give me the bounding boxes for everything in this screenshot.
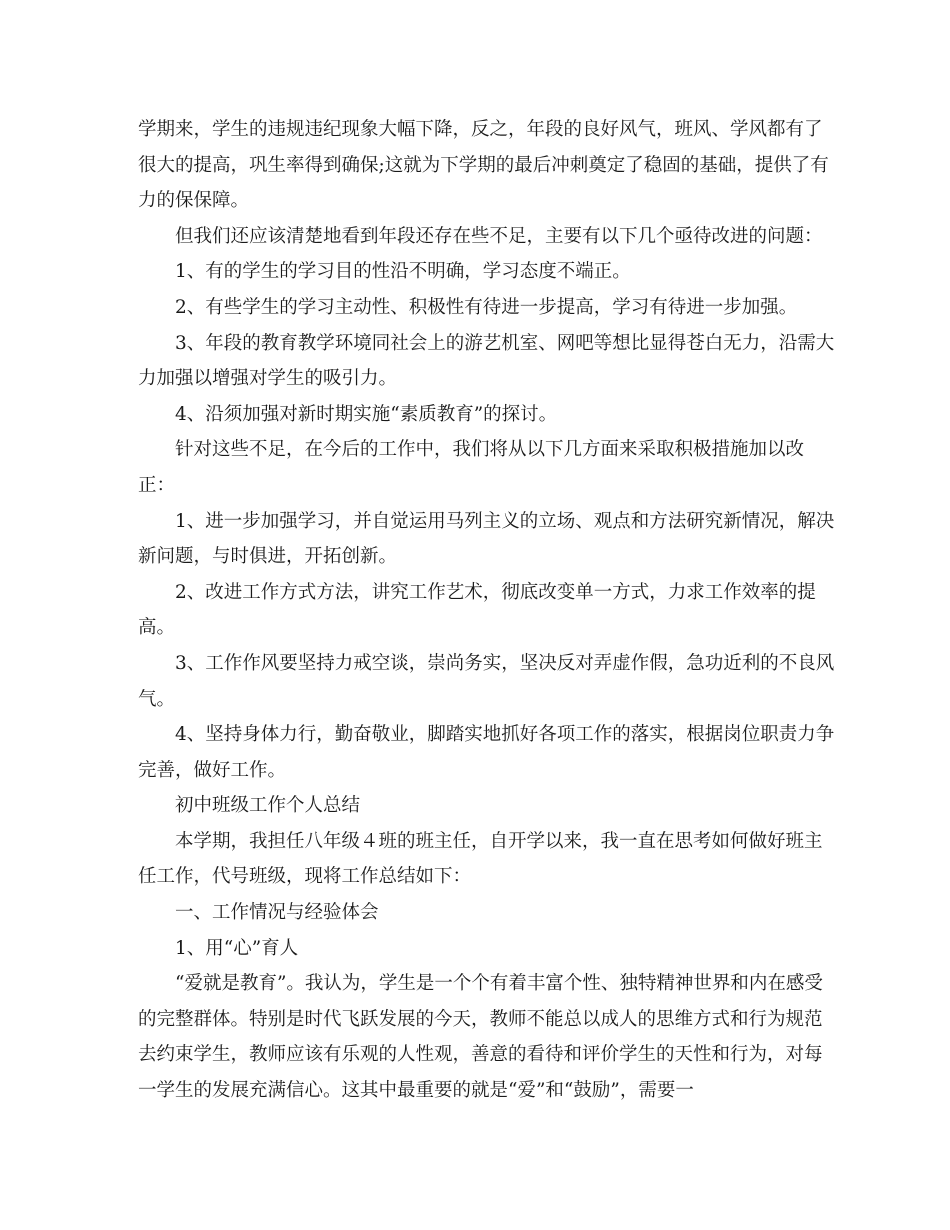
paragraph-measure-3: 3、工作作风要坚持力戒空谈，崇尚务实，坚决反对弄虚作假，急功近利的不良风气。 — [138, 652, 835, 710]
section-heading-work-experience: 一、工作情况与经验体会 — [175, 902, 379, 924]
paragraph-love-is-education: “爱就是教育”。我认为，学生是一个个有着丰富个性、独特精神世界和内在感受的完整群体。特别是时代飞跃发展的今天，教师不能总以成人的思维方式和行为规范去约束学生，教师应该有乐观的人性观，善意的看待和评价学生的天性和行为，对每一学生的发展充满信心。这其中最重要的就是“爱”和“鼓励”，需要一 — [138, 973, 823, 1102]
paragraph-shortcoming-2: 2、有些学生的学习主动性、积极性有待进一步提高，学习有待进一步加强。 — [175, 296, 798, 318]
subsection-heading-heart: 1、用“心”育人 — [175, 937, 299, 959]
paragraph-shortcoming-3: 3、年段的教育教学环境同社会上的游艺机室、网吧等想比显得苍白无力，沿需大力加强以增强对学生的吸引力。 — [138, 332, 835, 390]
paragraph-summary-intro: 本学期，我担任八年级４班的班主任，自开学以来，我一直在思考如何做好班主任工作，代号班级，现将工作总结如下： — [138, 830, 823, 888]
document-body — [138, 112, 838, 1109]
paragraph-intro-continuation: 学期来，学生的违规违纪现象大幅下降，反之，年段的良好风气，班风、学风都有了很大的提高，巩生率得到确保;这就为下学期的最后冲刺奠定了稳固的基础，提供了有力的保保障。 — [138, 119, 829, 212]
section-heading-summary: 初中班级工作个人总结 — [175, 795, 361, 817]
paragraph-shortcomings-intro: 但我们还应该清楚地看到年段还存在些不足，主要有以下几个亟待改进的问题： — [175, 225, 823, 247]
paragraph-shortcoming-4: 4、沿须加强对新时期实施“素质教育”的探讨。 — [175, 403, 558, 425]
paragraph-shortcoming-1: 1、有的学生的学习目的性沿不明确，学习态度不端正。 — [175, 261, 631, 283]
paragraph-measure-1: 1、进一步加强学习，并自觉运用马列主义的立场、观点和方法研究新情况，解决新问题，与时俱进，开拓创新。 — [138, 510, 835, 568]
paragraph-measures-intro: 针对这些不足，在今后的工作中，我们将从以下几方面来采取积极措施加以改正： — [138, 439, 805, 496]
paragraph-measure-4: 4、坚持身体力行，勤奋敬业，脚踏实地抓好各项工作的落实，根据岗位职责力争完善，做好工作。 — [138, 724, 835, 781]
paragraph-measure-2: 2、改进工作方式方法，讲究工作艺术，彻底改变单一方式，力求工作效率的提高。 — [138, 581, 816, 639]
